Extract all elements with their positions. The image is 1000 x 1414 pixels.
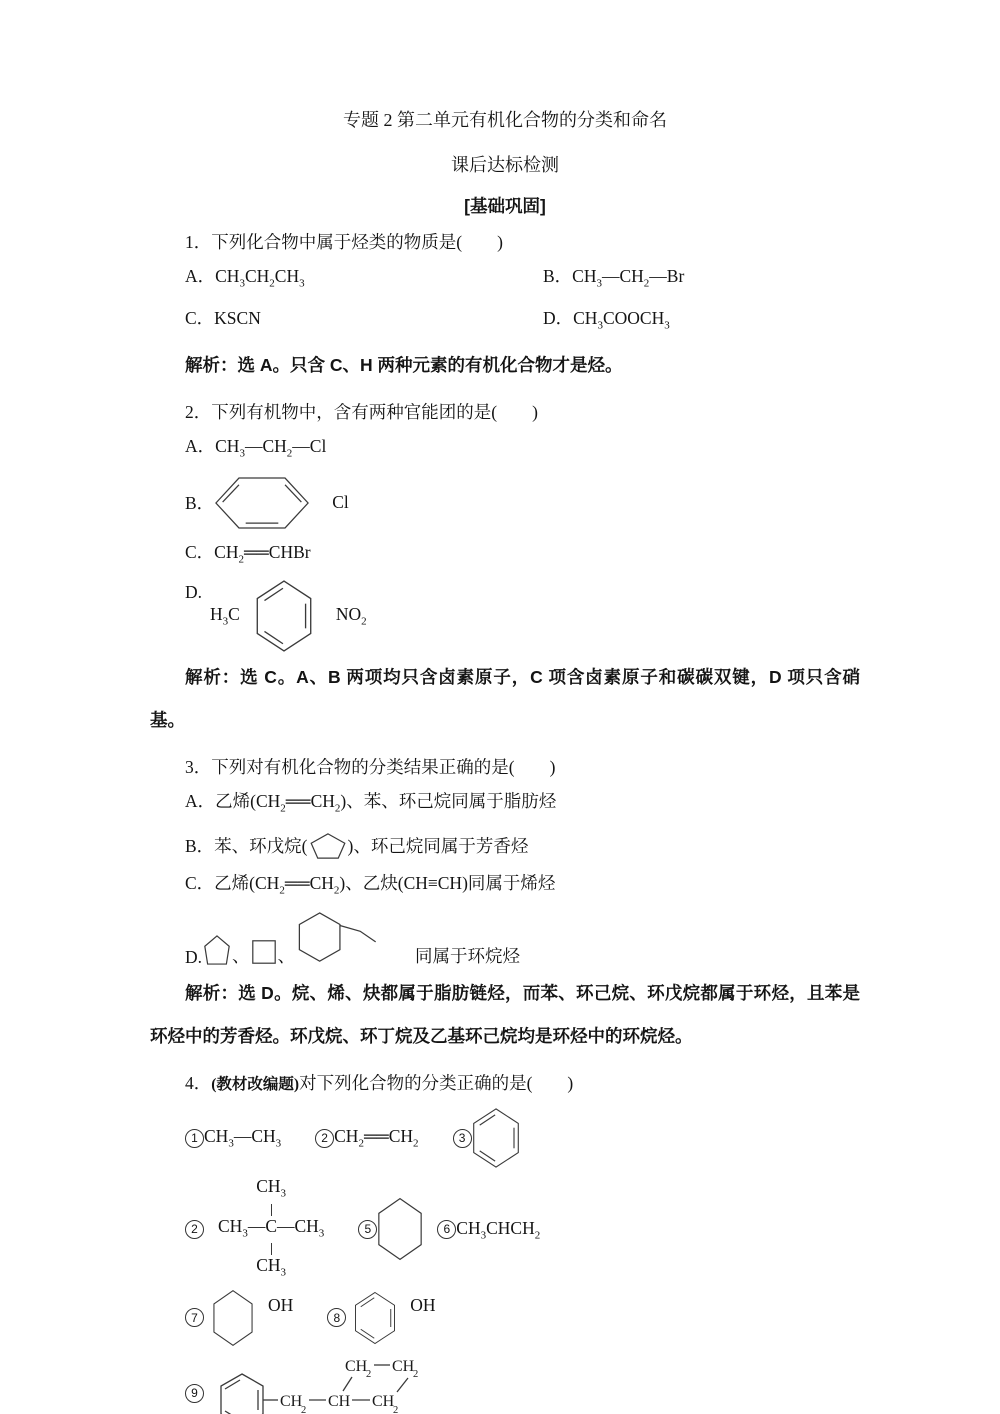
single-bond	[271, 1243, 272, 1255]
circled-number-icon: 2	[315, 1129, 334, 1148]
q4-item2-formula: $CH_2══CH_2$	[334, 1126, 419, 1150]
q3-option-b	[150, 826, 860, 866]
q4-stem-number: 4．	[185, 1073, 212, 1093]
cyclobutane-ring-icon	[250, 938, 278, 966]
circled-number-icon: 5	[358, 1220, 377, 1239]
page-subtitle: 课后达标检测	[451, 155, 559, 175]
q2-option-b-label: B．	[185, 492, 215, 513]
circled-number-icon: 9	[185, 1384, 204, 1403]
benzene-ring-icon	[354, 1289, 396, 1347]
q2-option-d-label: D.	[185, 582, 203, 602]
q1-analysis: 解析：选 A。只含 C、H 两种元素的有机化合物才是烃。	[185, 355, 623, 375]
neopentane-structure	[218, 1176, 324, 1283]
q2-stem: 2．下列有机物中，含有两种官能团的是( )	[185, 402, 538, 422]
q1-options-row2	[150, 301, 860, 343]
q4-items-row3	[150, 1289, 860, 1347]
q3-option-c: C．乙烯$(CH_2══CH_2)$、乙炔(CH≡CH)同属于烯烃	[185, 872, 556, 896]
q2-option-a: A．$CH_3—CH_2—Cl$	[185, 436, 327, 460]
q1-option-b: B．$CH_3—CH_2—Br$	[543, 266, 685, 290]
subscript-label: 2	[301, 1404, 307, 1414]
q3-option-d	[150, 911, 860, 968]
cyclobutylmethyl-benzene-structure	[212, 1351, 502, 1414]
methylene-label: CH	[392, 1357, 415, 1375]
benzene-ring-icon	[214, 474, 310, 532]
q4-stem	[150, 1066, 860, 1102]
q4-source-tag: (教材改编题)	[211, 1076, 300, 1093]
q1-option-d: D．$CH_3COOCH_3$	[543, 307, 670, 331]
q1-option-a: A．$CH_3CH_2CH_3$	[185, 266, 305, 290]
q2-option-d-nitro: $NO_2$	[335, 604, 367, 628]
methylene-label: CH	[280, 1392, 303, 1410]
q3-option-d-tail: 同属于环烷烃	[415, 946, 521, 966]
circled-number-icon: 1	[185, 1129, 204, 1148]
circled-number-icon: 7	[185, 1308, 204, 1327]
methylene-label: CH	[372, 1392, 395, 1410]
list-separator: 、	[277, 946, 296, 966]
cyclohexane-ring-icon	[377, 1196, 423, 1262]
q3-option-d-label: D.	[185, 947, 203, 967]
q4-items-row1	[150, 1106, 860, 1170]
q3-analysis: 解析：选 D。烷、烯、炔都属于脂肪链烃，而苯、环己烷、环戊烷都属于环烃，且苯是环烃中的芳香烃。环戊烷、环丁烷及乙基环己烷均是环烃中的环烷烃。	[150, 983, 860, 1046]
q4-items-row2	[150, 1176, 860, 1283]
subscript-label: 2	[413, 1368, 419, 1380]
q3-stem: 3．下列对有机化合物的分类结果正确的是( )	[185, 757, 556, 777]
q4-stem-rest: 对下列化合物的分类正确的是( )	[299, 1073, 574, 1093]
benzene-ring-icon	[254, 579, 314, 653]
circled-number-icon: 3	[453, 1129, 472, 1148]
subscript-label: 2	[366, 1368, 372, 1380]
circled-number-icon: 6	[437, 1220, 456, 1239]
neopentane-bottom-methyl: $CH_3$	[256, 1255, 287, 1279]
page-title: 专题 2 第二单元有机化合物的分类和命名	[343, 110, 667, 130]
circled-number-icon: 8	[327, 1308, 346, 1327]
single-bond	[271, 1204, 272, 1216]
q2-option-b-substituent: Cl	[332, 492, 349, 512]
q2-option-b	[150, 474, 860, 532]
q1-option-c: C．KSCN	[185, 307, 261, 328]
subscript-label: 2	[393, 1404, 399, 1414]
neopentane-backbone: $CH_3—C—CH_3$	[218, 1215, 325, 1239]
neopentane-top-methyl: $CH_3$	[256, 1176, 287, 1200]
section-tag: [基础巩固]	[464, 196, 546, 216]
methylene-label: CH	[345, 1357, 368, 1375]
q4-item8-hydroxyl: OH	[410, 1294, 436, 1315]
circled-number-icon: 2	[185, 1220, 204, 1239]
benzene-ring-icon	[472, 1106, 520, 1170]
q3-option-b-pre: B．苯、环戊烷(	[185, 835, 308, 856]
q3-option-a: A．乙烯$(CH_2══CH_2)$、苯、环己烷同属于脂肪烃	[185, 791, 557, 815]
q2-option-c: C．$CH_2══CHBr$	[185, 541, 311, 565]
q4-item7-hydroxyl: OH	[268, 1294, 294, 1315]
q4-items-row4	[150, 1351, 860, 1414]
q2-option-d-methyl: $H_3C$	[210, 604, 240, 628]
q1-stem: 1．下列化合物中属于烃类的物质是( )	[185, 232, 503, 252]
cyclopentane-ring-icon	[309, 832, 347, 860]
q2-option-d	[150, 579, 860, 653]
q4-item6-formula: $CH_3CHCH_2$	[456, 1217, 541, 1241]
cyclohexane-ring-icon	[212, 1289, 254, 1347]
q3-option-b-post: )、环己烷同属于芳香烃	[347, 835, 529, 856]
ethylcyclohexane-icon	[295, 911, 381, 967]
q2-analysis: 解析：选 C。A、B 两项均只含卤素原子，C 项含卤素原子和碳碳双键，D 项只含硝基。	[150, 667, 860, 730]
q4-item1-formula: $CH_3—CH_3$	[204, 1126, 282, 1150]
q1-options-row1	[150, 259, 860, 301]
cyclopentane-ring-icon	[202, 933, 232, 967]
methine-label: CH	[328, 1392, 351, 1410]
list-separator: 、	[232, 946, 250, 966]
